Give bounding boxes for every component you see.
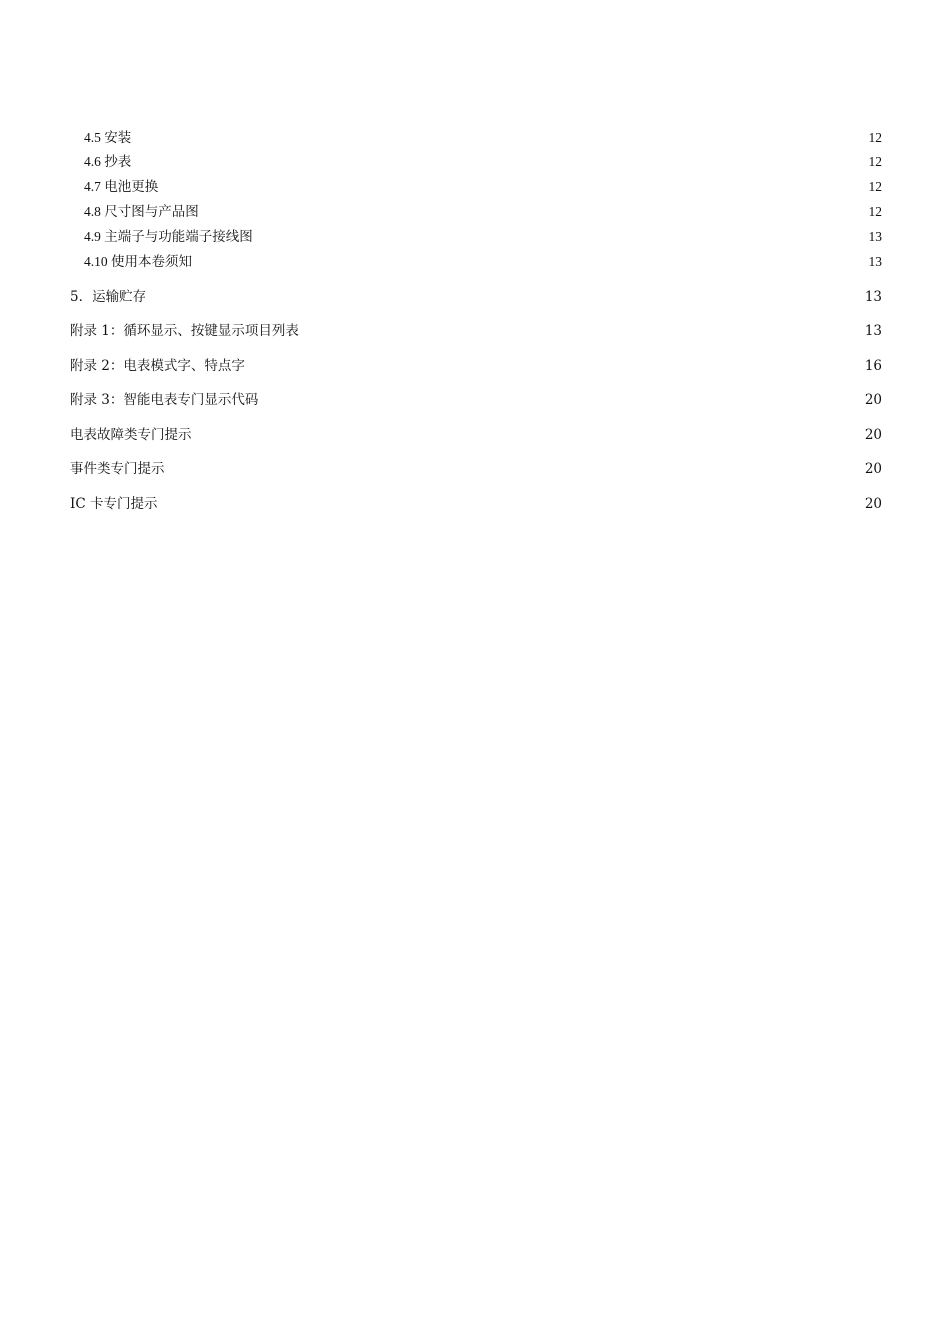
- toc-entry-title: 5．运输贮存: [70, 289, 147, 305]
- toc-entry-title: 4.8 尺寸图与产品图: [84, 204, 199, 219]
- toc-entry-title: 附录 2：电表模式字、特点字: [70, 358, 245, 374]
- toc-entry-page: 20: [864, 427, 882, 443]
- toc-entry-title: 事件类专门提示: [70, 461, 165, 477]
- toc-entry-4-7[interactable]: [84, 177, 882, 197]
- toc-entry-page: 13: [864, 323, 882, 339]
- toc-entry-appendix-3[interactable]: [70, 389, 882, 411]
- toc-entry-page: 20: [864, 461, 882, 477]
- toc-entry-page: 12: [868, 130, 882, 145]
- toc-entry-4-5[interactable]: [84, 128, 882, 148]
- toc-entry-title: 4.7 电池更换: [84, 179, 159, 194]
- toc-entry-title: 4.6 抄表: [84, 154, 132, 169]
- toc-entry-4-9[interactable]: [84, 227, 882, 247]
- toc-entry-page: 13: [868, 254, 882, 269]
- toc-entry-title: 4.9 主端子与功能端子接线图: [84, 229, 253, 244]
- toc-entry-4-6[interactable]: [84, 152, 882, 172]
- toc-entry-meter-fault-hints[interactable]: [70, 424, 882, 446]
- toc-entry-page: 13: [868, 229, 882, 244]
- toc-entry-event-hints[interactable]: [70, 458, 882, 480]
- toc-entry-page: 20: [864, 392, 882, 408]
- toc-entry-appendix-2[interactable]: [70, 355, 882, 377]
- toc-entry-title: 附录 1：循环显示、按键显示项目列表: [70, 323, 299, 339]
- toc-entry-ic-card-hints[interactable]: [70, 493, 882, 515]
- toc-entry-appendix-1[interactable]: [70, 320, 882, 342]
- toc-entry-5[interactable]: [70, 286, 882, 308]
- toc-entry-page: 12: [868, 154, 882, 169]
- toc-entry-4-10[interactable]: [84, 252, 882, 272]
- toc-entry-page: 12: [868, 204, 882, 219]
- toc-entry-page: 20: [864, 496, 882, 512]
- toc-entry-page: 16: [864, 358, 882, 374]
- toc-entry-4-8[interactable]: [84, 202, 882, 222]
- toc-entry-title: 电表故障类专门提示: [70, 427, 192, 443]
- toc-entry-page: 12: [868, 179, 882, 194]
- toc-entry-page: 13: [864, 289, 882, 305]
- toc-entry-title: 4.5 安装: [84, 130, 132, 145]
- toc-entry-title: 附录 3：智能电表专门显示代码: [70, 392, 259, 408]
- toc-entry-title: 4.10 使用本卷须知: [84, 254, 192, 269]
- toc-entry-title: IC 卡专门提示: [70, 496, 158, 512]
